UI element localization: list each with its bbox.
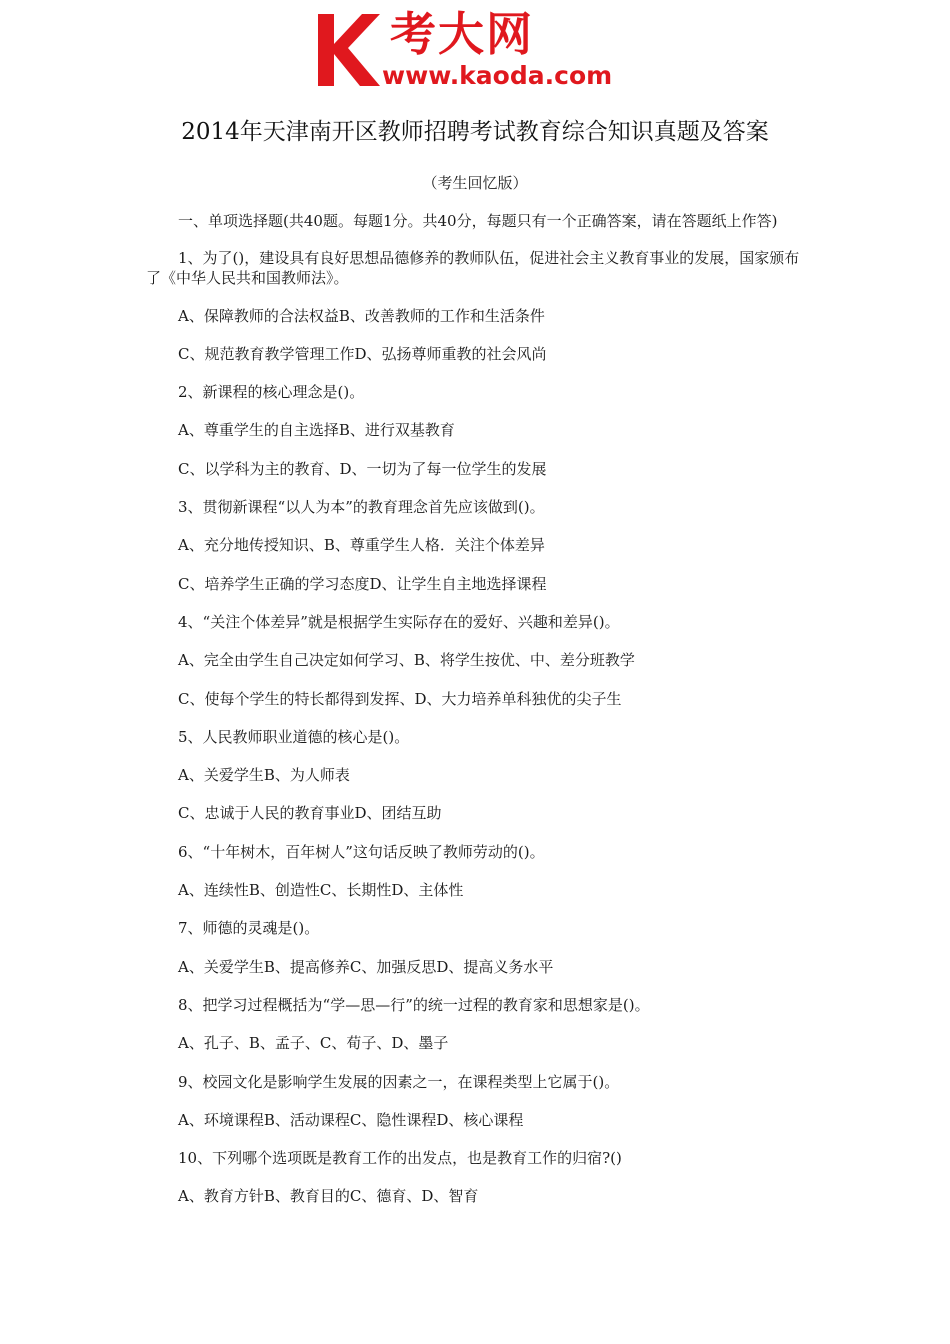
question-options: C、以学科为主的教育、D、一切为了每一位学生的发展	[178, 459, 547, 478]
document-title: 2014年天津南开区教师招聘考试教育综合知识真题及答案	[181, 119, 769, 145]
question-text: 9、校园文化是影响学生发展的因素之一，在课程类型上它属于()。	[178, 1072, 620, 1091]
question-text: 2、新课程的核心理念是()。	[178, 383, 365, 402]
question-text: 1、为了()，建设具有良好思想品德修养的教师队伍，促进社会主义教育事业的发展，国家颁布了《中华人民共和国教师法》。	[146, 249, 800, 288]
question-text: 3、贯彻新课程“以人为本”的教育理念首先应该做到()。	[178, 498, 545, 517]
k-letter-logo-icon	[318, 12, 382, 88]
question-options: C、规范教育教学管理工作D、弘扬尊师重教的社会风尚	[178, 344, 547, 363]
question-text: 6、“十年树木，百年树人”这句话反映了教师劳动的()。	[178, 842, 545, 861]
question-text: 5、人民教师职业道德的核心是()。	[178, 727, 410, 746]
question-options: A、尊重学生的自主选择B、进行双基教育	[178, 421, 455, 440]
question-options: A、连续性B、创造性C、长期性D、主体性	[178, 881, 464, 900]
question-options: A、保障教师的合法权益B、改善教师的工作和生活条件	[178, 306, 545, 325]
logo-url-text: www.kaoda.com	[382, 61, 613, 90]
document-body	[146, 210, 810, 1207]
document-subtitle: （考生回忆版）	[422, 174, 528, 192]
question-options: C、使每个学生的特长都得到发挥、D、大力培养单科独优的尖子生	[178, 689, 622, 708]
question-options: A、孔子、B、孟子、C、荀子、D、墨子	[178, 1034, 449, 1053]
question-options: A、充分地传授知识、B、尊重学生人格．关注个体差异	[178, 536, 545, 555]
question-text: 8、把学习过程概括为“学—思—行”的统一过程的教育家和思想家是()。	[178, 995, 650, 1014]
question-options: C、培养学生正确的学习态度D、让学生自主地选择课程	[178, 574, 547, 593]
section-heading: 一、单项选择题(共40题。每题1分。共40分，每题只有一个正确答案，请在答题纸上作答)	[178, 212, 778, 230]
question-options: C、忠诚于人民的教育事业D、团结互助	[178, 804, 442, 823]
question-text: 4、“关注个体差异”就是根据学生实际存在的爱好、兴趣和差异()。	[178, 612, 620, 631]
question-options: A、完全由学生自己决定如何学习、B、将学生按优、中、差分班教学	[178, 651, 635, 670]
question-options: A、关爱学生B、为人师表	[178, 766, 350, 785]
question-options: A、教育方针B、教育目的C、德育、D、智育	[178, 1187, 479, 1206]
kaoda-logo[interactable]	[318, 8, 638, 92]
question-text: 10、下列哪个选项既是教育工作的出发点，也是教育工作的归宿?()	[178, 1149, 622, 1168]
question-text: 7、师德的灵魂是()。	[178, 919, 320, 938]
logo-brand-text: 考大网	[390, 7, 534, 61]
question-options: A、关爱学生B、提高修养C、加强反思D、提高义务水平	[178, 957, 554, 976]
question-options: A、环境课程B、活动课程C、隐性课程D、核心课程	[178, 1110, 524, 1129]
